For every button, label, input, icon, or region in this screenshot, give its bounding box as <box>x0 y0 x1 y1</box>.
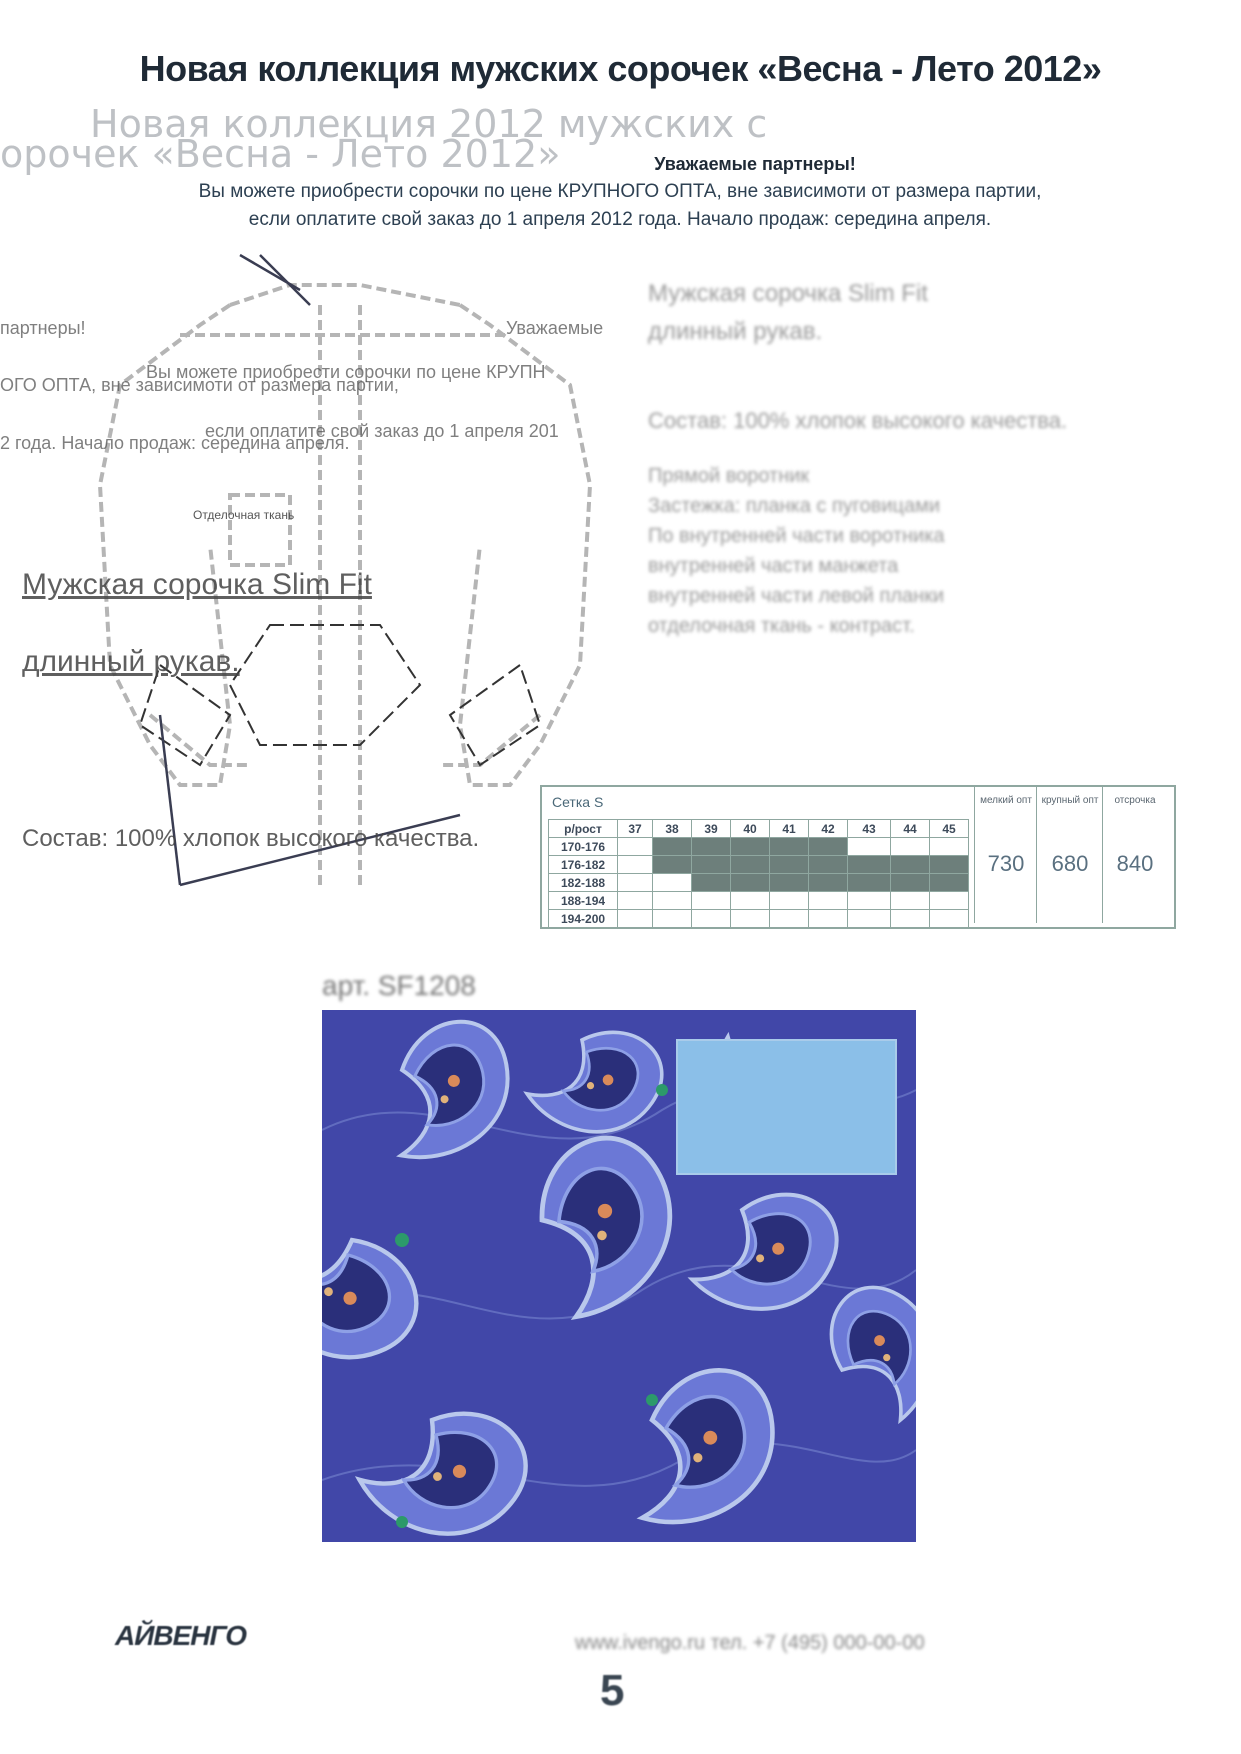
ghost-title-line-1: Новая коллекция 2012 мужских с <box>90 102 768 146</box>
price-label: отсрочка <box>1114 795 1156 806</box>
size-table-title: Сетка S <box>552 794 604 810</box>
available-cell <box>770 838 809 856</box>
available-cell <box>692 838 731 856</box>
page-number: 5 <box>600 1666 625 1715</box>
empty-cell <box>930 910 969 928</box>
available-cell <box>653 838 692 856</box>
pocket <box>230 495 290 565</box>
pointer-line <box>160 715 180 885</box>
partner-notice <box>130 150 1110 234</box>
empty-cell <box>891 892 930 910</box>
empty-cell <box>653 892 692 910</box>
size-row <box>549 892 969 910</box>
size-grid <box>548 819 969 928</box>
height-range: 188-194 <box>549 892 618 910</box>
size-cell: 39 <box>692 820 731 838</box>
description-line: Состав: 100% хлопок высокого качества. <box>648 408 1068 433</box>
available-cell <box>731 856 770 874</box>
available-cell <box>770 874 809 892</box>
size-cell: 44 <box>891 820 930 838</box>
footer-contact: www.ivengo.ru тел. +7 (495) 000-00-00 <box>575 1632 925 1654</box>
size-row <box>549 874 969 892</box>
empty-cell <box>809 892 848 910</box>
size-cell: 41 <box>770 820 809 838</box>
empty-cell <box>731 910 770 928</box>
size-table <box>540 785 1176 929</box>
fabric-label-card <box>676 1039 897 1175</box>
diagram-label: Отделочная ткань <box>193 508 295 522</box>
price-col-small <box>974 787 1037 923</box>
empty-cell <box>731 892 770 910</box>
height-range: 170-176 <box>549 838 618 856</box>
description-line: отделочная ткань - контраст. <box>648 615 915 637</box>
available-cell <box>809 856 848 874</box>
description-line: внутренней части левой планки <box>648 585 945 607</box>
description-line: По внутренней части воротника <box>648 525 945 547</box>
inner-collar-dash <box>230 625 420 745</box>
corner-label: р/рост <box>549 820 618 838</box>
ghost-partners-right: Уважаемые <box>506 318 604 338</box>
empty-cell <box>770 892 809 910</box>
ghost-line-d: если оплатите свой заказ до 1 апреля 201 <box>205 421 559 441</box>
price-value: 730 <box>987 851 1025 876</box>
empty-cell <box>692 910 731 928</box>
available-cell <box>809 838 848 856</box>
price-col-large <box>1036 787 1103 923</box>
brand-logo: АЙВЕНГО <box>115 1620 247 1651</box>
available-cell <box>770 856 809 874</box>
size-cell: 37 <box>618 820 653 838</box>
available-cell <box>848 874 891 892</box>
empty-cell <box>692 892 731 910</box>
size-row <box>549 856 969 874</box>
size-row <box>549 838 969 856</box>
available-cell <box>809 874 848 892</box>
empty-cell <box>930 892 969 910</box>
empty-cell <box>653 910 692 928</box>
size-header-row <box>549 820 969 838</box>
description-line: Прямой воротник <box>648 465 810 487</box>
ghost-line-b: Вы можете приобрести сорочки по цене КРУПН <box>146 362 546 382</box>
price-label: крупный опт <box>1041 795 1099 806</box>
description-line: внутренней части манжета <box>648 555 899 577</box>
height-range: 176-182 <box>549 856 618 874</box>
price-col-deferred <box>1102 787 1167 923</box>
ghost-model-line-2: длинный рукав. <box>22 645 240 678</box>
available-cell <box>692 856 731 874</box>
ghost-partners-left: партнеры! <box>0 318 86 338</box>
notice-line-2: если оплатите свой заказ до 1 апреля 2012 года. Начало продаж: середина апреля. <box>248 209 992 230</box>
empty-cell <box>848 910 891 928</box>
ghost-title-line-2: орочек «Весна - Лето 2012» <box>0 132 561 176</box>
size-row <box>549 910 969 928</box>
available-cell <box>891 856 930 874</box>
empty-cell <box>653 874 692 892</box>
price-value: 840 <box>1116 851 1154 876</box>
ghost-line-c: 2 года. Начало продаж: середина апреля. <box>0 433 350 453</box>
right-sleeve-cuff <box>440 715 540 765</box>
empty-cell <box>618 910 653 928</box>
empty-cell <box>848 892 891 910</box>
description-line: Застежка: планка с пуговицами <box>648 495 941 517</box>
description-line: длинный рукав. <box>648 318 823 345</box>
empty-cell <box>618 856 653 874</box>
available-cell <box>848 856 891 874</box>
ghost-model-line-1: Мужская сорочка Slim Fit <box>22 568 372 601</box>
collar <box>230 285 460 305</box>
empty-cell <box>770 910 809 928</box>
available-cell <box>930 856 969 874</box>
empty-cell <box>809 910 848 928</box>
price-label: мелкий опт <box>980 795 1032 806</box>
size-cell: 42 <box>809 820 848 838</box>
price-value: 680 <box>1051 851 1089 876</box>
notice-greeting: Уважаемые партнеры! <box>654 154 856 174</box>
ghost-composition: Состав: 100% хлопок высокого качества. <box>22 825 480 852</box>
size-cell: 38 <box>653 820 692 838</box>
empty-cell <box>930 838 969 856</box>
article-number: арт. SF1208 <box>322 970 476 1001</box>
empty-cell <box>891 910 930 928</box>
size-cell: 43 <box>848 820 891 838</box>
size-rows <box>549 838 969 928</box>
available-cell <box>891 874 930 892</box>
available-cell <box>731 838 770 856</box>
ghost-line-a: ОГО ОПТА, вне зависимоти от размера партии, <box>0 375 399 395</box>
empty-cell <box>891 838 930 856</box>
available-cell <box>930 874 969 892</box>
size-cell: 45 <box>930 820 969 838</box>
pointer-line <box>240 255 300 290</box>
available-cell <box>692 874 731 892</box>
notice-line-1: Вы можете приобрести сорочки по цене КРУПНОГО ОПТА, вне зависимоти от размера партии, <box>198 181 1042 202</box>
available-cell <box>653 856 692 874</box>
height-range: 194-200 <box>549 910 618 928</box>
height-range: 182-188 <box>549 874 618 892</box>
size-cell: 40 <box>731 820 770 838</box>
available-cell <box>731 874 770 892</box>
empty-cell <box>618 892 653 910</box>
empty-cell <box>618 874 653 892</box>
page-title: Новая коллекция мужских сорочек «Весна - Лето 2012» <box>139 48 1102 89</box>
description-line: Мужская сорочка Slim Fit <box>648 280 928 307</box>
empty-cell <box>848 838 891 856</box>
empty-cell <box>618 838 653 856</box>
